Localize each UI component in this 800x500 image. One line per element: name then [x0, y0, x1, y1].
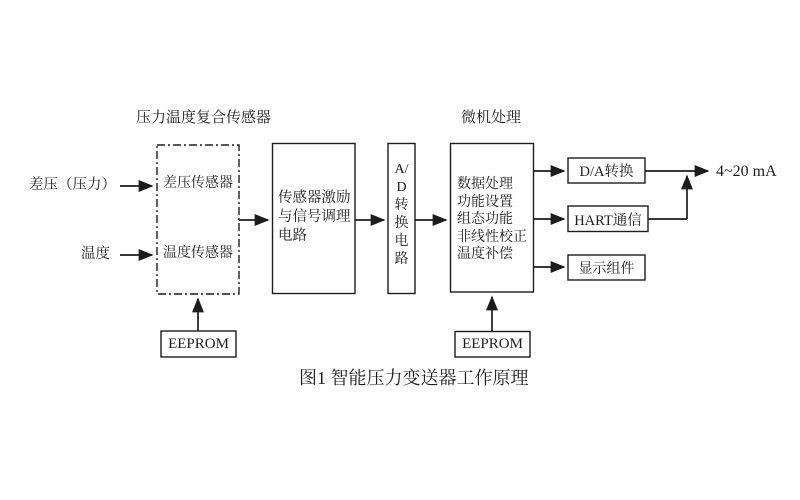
eeprom-right-label: EEPROM — [462, 335, 523, 352]
micro-group-label: 微机处理 — [460, 110, 521, 126]
input-label-temperature: 温度 — [81, 246, 110, 262]
micro-line-1: 数据处理 — [457, 177, 513, 192]
sensor-top-label: 差压传感器 — [163, 176, 233, 191]
micro-line-5: 温度补偿 — [457, 247, 513, 262]
hart-comm-label: HART通信 — [574, 212, 642, 229]
ad-seg-1: A/ — [394, 162, 409, 177]
ad-seg-6: 路 — [394, 252, 409, 267]
conditioning-label — [278, 189, 351, 246]
ad-converter-label — [388, 161, 415, 269]
conditioning-line-3: 电路 — [278, 228, 307, 244]
micro-line-2: 功能设置 — [457, 194, 513, 210]
ad-seg-5: 电 — [394, 234, 409, 249]
conditioning-line-2: 与信号调理 — [278, 209, 351, 225]
sensor-group-box — [157, 145, 239, 294]
sensor-bottom-label: 温度传感器 — [163, 246, 233, 261]
input-label-pressure: 差压（压力） — [29, 177, 116, 193]
eeprom-left-label: EEPROM — [168, 335, 229, 352]
micro-line-4: 非线性校正 — [457, 229, 527, 245]
figure-caption: 图1 智能压力变送器工作原理 — [299, 368, 529, 388]
display-module-label: 显示组件 — [578, 261, 635, 277]
micro-functions-label — [457, 176, 527, 264]
ad-seg-3: 转 — [394, 198, 409, 213]
micro-line-3: 组态功能 — [457, 212, 513, 227]
da-converter-label: D/A转换 — [579, 164, 634, 180]
conditioning-line-1: 传感器激励 — [278, 190, 351, 206]
ad-seg-4: 换 — [394, 216, 409, 231]
current-output-label: 4~20 mA — [716, 163, 777, 180]
ad-seg-2: D — [396, 180, 407, 195]
sensor-group-label: 压力温度复合传感器 — [136, 110, 272, 126]
